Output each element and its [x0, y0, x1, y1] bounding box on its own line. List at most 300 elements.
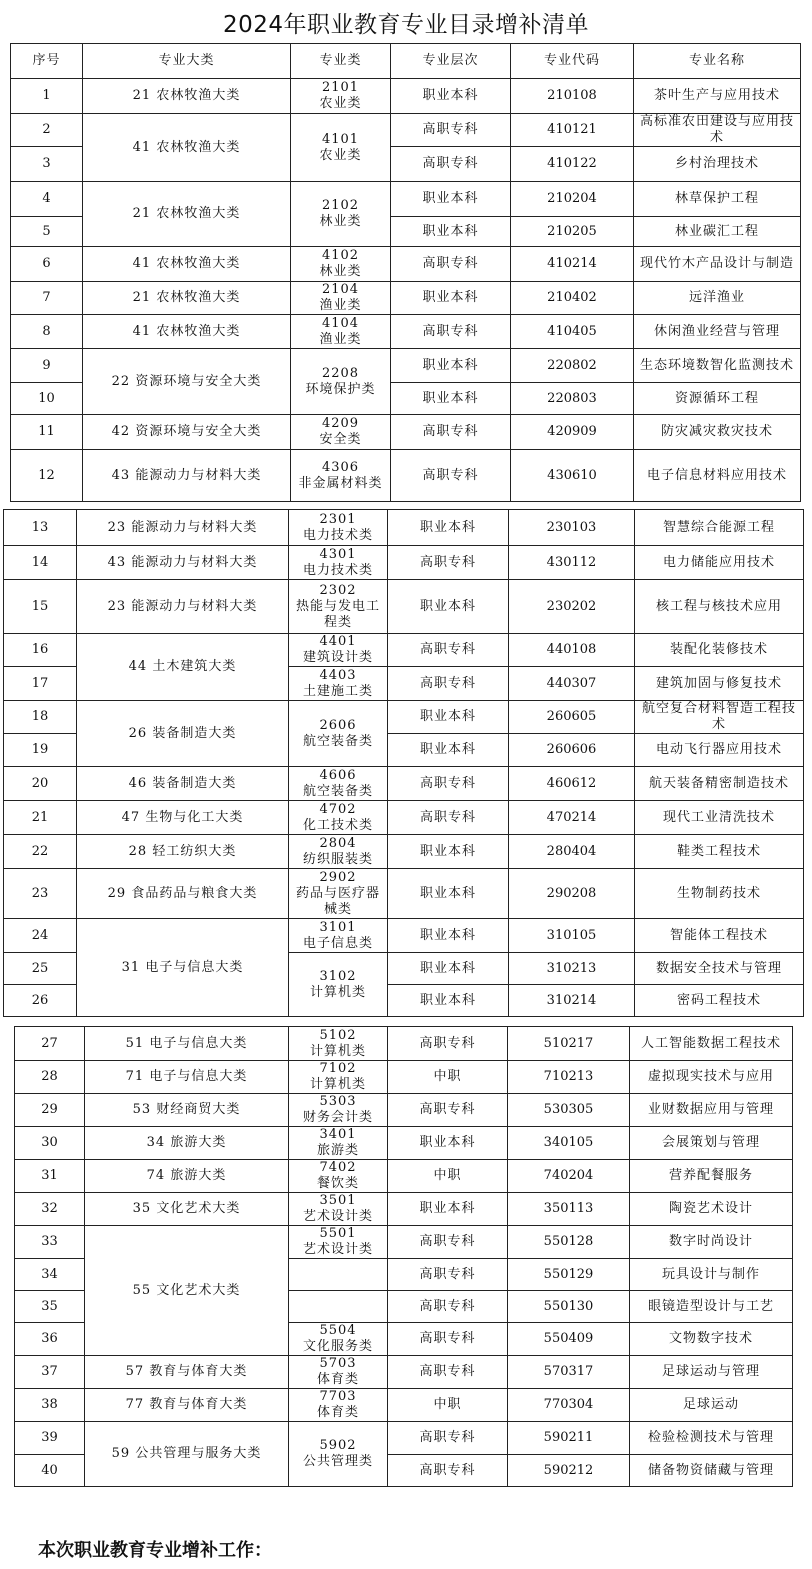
subject-class-code: 5102: [319, 1027, 357, 1043]
program-code-cell: 220803: [511, 383, 634, 415]
program-code-cell: 210108: [511, 79, 634, 114]
subject-class-code: 5902: [319, 1438, 357, 1453]
program-name-cell: 虚拟现实技术与应用: [630, 1061, 793, 1094]
program-name-cell: 足球运动: [630, 1389, 793, 1422]
major-category-cell: 35 文化艺术大类: [85, 1193, 289, 1226]
major-category-cell: 31 电子与信息大类: [77, 919, 289, 1017]
major-category-cell: 42 资源环境与安全大类: [83, 415, 291, 450]
program-name-cell: 高标准农田建设与应用技术: [634, 114, 801, 147]
subject-class-cell: [289, 510, 388, 546]
table-row: [4, 801, 804, 835]
major-category-cell: 23 能源动力与材料大类: [77, 580, 289, 634]
subject-class-cell: [289, 1094, 388, 1127]
program-name-cell: 文物数字技术: [630, 1323, 793, 1356]
program-code-cell: 440108: [509, 634, 635, 667]
row-number: 13: [4, 510, 77, 546]
subject-class-name: 艺术设计类: [302, 1209, 373, 1224]
row-number: 15: [4, 580, 77, 634]
program-code-cell: 590212: [508, 1455, 630, 1487]
row-number: 25: [4, 953, 77, 985]
subject-class-cell: [291, 114, 391, 182]
subject-class-name: 电力技术类: [302, 527, 373, 543]
program-code-cell: 530305: [508, 1094, 630, 1127]
program-code-cell: 410214: [511, 247, 634, 282]
subject-class-code: 2302: [319, 582, 357, 598]
table-row: [11, 114, 801, 147]
subject-class-code: 2208: [321, 365, 360, 381]
subject-class-name: 非金属材料类: [298, 475, 383, 491]
subject-class-code: 4403: [319, 667, 357, 683]
subject-class-cell: [291, 79, 391, 114]
program-level-cell: 高职专科: [391, 315, 511, 349]
major-category-cell: 22 资源环境与安全大类: [83, 349, 291, 415]
subject-class-cell: [289, 767, 388, 801]
subject-class-name: 热能与发电工程类: [295, 598, 380, 630]
program-code-cell: 310105: [509, 919, 635, 953]
program-name-cell: 人工智能数据工程技术: [630, 1027, 793, 1061]
program-level-cell: 职业本科: [388, 734, 509, 767]
program-code-cell: 310213: [509, 953, 635, 985]
program-name-cell: 陶瓷艺术设计: [630, 1193, 793, 1226]
footer-heading: 本次职业教育专业增补工作：: [38, 1540, 272, 1561]
row-number: 37: [15, 1356, 85, 1389]
row-number: 14: [4, 546, 77, 580]
major-category-cell: 51 电子与信息大类: [85, 1027, 289, 1061]
program-name-cell: 核工程与核技术应用: [635, 580, 804, 634]
row-number: 31: [15, 1160, 85, 1193]
major-category-cell: 57 教育与体育大类: [85, 1356, 289, 1389]
program-code-cell: 210205: [511, 217, 634, 247]
catalog-table-part-2: [3, 509, 804, 1017]
subject-class-cell: [289, 1226, 388, 1259]
table-row: [4, 546, 804, 580]
subject-class-code: 2102: [321, 198, 360, 213]
program-level-cell: 中职: [388, 1061, 508, 1094]
table-row: [11, 79, 801, 114]
program-name-cell: 林草保护工程: [634, 182, 801, 217]
table-row: [15, 1127, 793, 1160]
row-number: 6: [11, 247, 83, 282]
subject-class-cell: [289, 1356, 388, 1389]
program-name-cell: 建筑加固与修复技术: [635, 667, 804, 701]
major-category-cell: 21 农林牧渔大类: [83, 182, 291, 247]
program-name-cell: 现代工业清洗技术: [635, 801, 804, 835]
subject-class-code: 2104: [321, 282, 360, 297]
major-category-cell: 28 轻工纺织大类: [77, 835, 289, 869]
row-number: 30: [15, 1127, 85, 1160]
program-level-cell: 职业本科: [388, 953, 509, 985]
table-row: [4, 835, 804, 869]
subject-class-name: 渔业类: [319, 331, 362, 347]
table-row: [11, 247, 801, 282]
subject-class-code: 4101: [321, 131, 360, 147]
row-number: 24: [4, 919, 77, 953]
subject-class-code: 5501: [319, 1226, 357, 1241]
row-number: 10: [11, 383, 83, 415]
row-number: 34: [15, 1259, 85, 1291]
row-number: 19: [4, 734, 77, 767]
program-name-cell: 会展策划与管理: [630, 1127, 793, 1160]
row-number: 35: [15, 1291, 85, 1323]
table-row: [11, 315, 801, 349]
program-code-cell: 230202: [509, 580, 635, 634]
program-level-cell: 高职专科: [391, 147, 511, 182]
program-level-cell: 职业本科: [388, 985, 509, 1017]
table-row: [15, 1160, 793, 1193]
program-code-cell: 290208: [509, 869, 635, 919]
subject-class-name: 药品与医疗器械类: [295, 885, 380, 917]
table-row: [4, 919, 804, 953]
program-name-cell: 数据安全技术与管理: [635, 953, 804, 985]
program-name-cell: 现代竹木产品设计与制造: [634, 247, 801, 282]
program-name-cell: 眼镜造型设计与工艺: [630, 1291, 793, 1323]
subject-class-name: 电子信息类: [302, 935, 373, 951]
program-code-cell: 710213: [508, 1061, 630, 1094]
row-number: 26: [4, 985, 77, 1017]
program-level-cell: 高职专科: [391, 415, 511, 450]
row-number: 22: [4, 835, 77, 869]
subject-class-code: 3101: [319, 919, 357, 935]
program-level-cell: 高职专科: [388, 1455, 508, 1487]
program-name-cell: 生物制药技术: [635, 869, 804, 919]
program-name-cell: 电力储能应用技术: [635, 546, 804, 580]
program-level-cell: 高职专科: [391, 450, 511, 502]
program-name-cell: 营养配餐服务: [630, 1160, 793, 1193]
subject-class-cell: [289, 1422, 388, 1487]
table-row: [4, 701, 804, 734]
table-row: [4, 580, 804, 634]
program-name-cell: 林业碳汇工程: [634, 217, 801, 247]
subject-class-code: 2606: [319, 717, 357, 733]
table-row: [15, 1094, 793, 1127]
subject-class-cell: [291, 247, 391, 282]
table-row: [11, 450, 801, 502]
subject-class-name: 体育类: [316, 1372, 359, 1387]
program-code-cell: 550409: [508, 1323, 630, 1356]
column-header: 序号: [11, 44, 83, 79]
subject-class-cell: [291, 450, 391, 502]
major-category-cell: 74 旅游大类: [85, 1160, 289, 1193]
program-name-cell: 乡村治理技术: [634, 147, 801, 182]
subject-class-name: 纺织服装类: [302, 851, 373, 867]
program-code-cell: 460612: [509, 767, 635, 801]
program-level-cell: 职业本科: [388, 580, 509, 634]
subject-class-cell: [291, 315, 391, 349]
subject-class-cell: [289, 546, 388, 580]
program-name-cell: 电动飞行器应用技术: [635, 734, 804, 767]
table-row: [11, 182, 801, 217]
table-row: [11, 282, 801, 315]
subject-class-code: 4702: [319, 801, 357, 817]
program-code-cell: 260605: [509, 701, 635, 734]
column-header: 专业代码: [511, 44, 634, 79]
row-number: 28: [15, 1061, 85, 1094]
program-level-cell: 职业本科: [388, 1127, 508, 1160]
program-level-cell: 职业本科: [388, 869, 509, 919]
program-level-cell: 职业本科: [388, 510, 509, 546]
row-number: 4: [11, 182, 83, 217]
program-code-cell: 470214: [509, 801, 635, 835]
program-level-cell: 高职专科: [388, 667, 509, 701]
table-row: [15, 1061, 793, 1094]
major-category-cell: 41 农林牧渔大类: [83, 114, 291, 182]
row-number: 18: [4, 701, 77, 734]
subject-class-name: 计算机类: [309, 984, 366, 1000]
subject-class-cell: [289, 919, 388, 953]
row-number: 9: [11, 349, 83, 383]
subject-class-name: 航空装备类: [302, 783, 373, 799]
program-level-cell: 职业本科: [391, 383, 511, 415]
table-row: [4, 767, 804, 801]
program-name-cell: 足球运动与管理: [630, 1356, 793, 1389]
major-category-cell: 47 生物与化工大类: [77, 801, 289, 835]
program-name-cell: 资源循环工程: [634, 383, 801, 415]
table-row: [15, 1226, 793, 1259]
program-level-cell: 高职专科: [388, 801, 509, 835]
subject-class-cell: [289, 1389, 388, 1422]
table-row: [11, 415, 801, 450]
subject-class-cell: [289, 1127, 388, 1160]
program-level-cell: 中职: [388, 1389, 508, 1422]
subject-class-cell: [291, 415, 391, 450]
catalog-table-part-3: [14, 1026, 793, 1487]
row-number: 21: [4, 801, 77, 835]
subject-class-code: 4209: [321, 416, 360, 431]
program-code-cell: 550129: [508, 1259, 630, 1291]
row-number: 32: [15, 1193, 85, 1226]
major-category-cell: 43 能源动力与材料大类: [77, 546, 289, 580]
major-category-cell: 21 农林牧渔大类: [83, 282, 291, 315]
row-number: 2: [11, 114, 83, 147]
row-number: 38: [15, 1389, 85, 1422]
table-row: [15, 1193, 793, 1226]
subject-class-name: 财务会计类: [302, 1110, 373, 1125]
program-code-cell: 210402: [511, 282, 634, 315]
table-row: [11, 349, 801, 383]
program-name-cell: 检验检测技术与管理: [630, 1422, 793, 1455]
program-code-cell: 220802: [511, 349, 634, 383]
row-number: 1: [11, 79, 83, 114]
program-code-cell: 590211: [508, 1422, 630, 1455]
major-category-cell: 53 财经商贸大类: [85, 1094, 289, 1127]
program-level-cell: 中职: [388, 1160, 508, 1193]
subject-class-name: 林业类: [319, 264, 362, 279]
subject-class-cell: [289, 835, 388, 869]
subject-class-name: 安全类: [319, 432, 362, 447]
program-name-cell: 远洋渔业: [634, 282, 801, 315]
major-category-cell: 23 能源动力与材料大类: [77, 510, 289, 546]
major-category-cell: 55 文化艺术大类: [85, 1226, 289, 1356]
subject-class-name: 环境保护类: [305, 381, 376, 397]
program-name-cell: 鞋类工程技术: [635, 835, 804, 869]
program-code-cell: 410121: [511, 114, 634, 147]
table-row: [4, 510, 804, 546]
program-code-cell: 340105: [508, 1127, 630, 1160]
subject-class-name: 航空装备类: [302, 733, 373, 749]
program-code-cell: 410122: [511, 147, 634, 182]
program-level-cell: 职业本科: [391, 182, 511, 217]
program-code-cell: 430610: [511, 450, 634, 502]
major-category-cell: 44 土木建筑大类: [77, 634, 289, 701]
subject-class-code: 3102: [319, 968, 357, 984]
program-name-cell: 智能体工程技术: [635, 919, 804, 953]
program-level-cell: 职业本科: [388, 1193, 508, 1226]
program-name-cell: 智慧综合能源工程: [635, 510, 804, 546]
program-level-cell: 高职专科: [391, 247, 511, 282]
program-code-cell: 740204: [508, 1160, 630, 1193]
program-code-cell: 260606: [509, 734, 635, 767]
program-level-cell: 高职专科: [391, 114, 511, 147]
program-level-cell: 高职专科: [388, 1027, 508, 1061]
subject-class-code: 3401: [319, 1127, 357, 1142]
program-level-cell: 职业本科: [388, 835, 509, 869]
row-number: 40: [15, 1455, 85, 1487]
subject-class-code: 7703: [319, 1389, 357, 1404]
subject-class-code: 5703: [319, 1356, 357, 1371]
subject-class-code: 4306: [321, 459, 360, 475]
program-level-cell: 高职专科: [388, 1291, 508, 1323]
subject-class-cell: [289, 1323, 388, 1356]
table-row: [4, 634, 804, 667]
program-level-cell: 职业本科: [391, 217, 511, 247]
row-number: 3: [11, 147, 83, 182]
program-level-cell: 高职专科: [388, 1323, 508, 1356]
row-number: 39: [15, 1422, 85, 1455]
row-number: 17: [4, 667, 77, 701]
page-title: 2024年职业教育专业目录增补清单: [222, 12, 590, 38]
subject-class-cell: [289, 801, 388, 835]
row-number: 29: [15, 1094, 85, 1127]
table-row: [4, 869, 804, 919]
program-level-cell: 高职专科: [388, 1259, 508, 1291]
column-header: 专业大类: [83, 44, 291, 79]
program-name-cell: 数字时尚设计: [630, 1226, 793, 1259]
major-category-cell: 34 旅游大类: [85, 1127, 289, 1160]
program-code-cell: 570317: [508, 1356, 630, 1389]
subject-class-cell: [289, 1027, 388, 1061]
program-name-cell: 密码工程技术: [635, 985, 804, 1017]
program-name-cell: 业财数据应用与管理: [630, 1094, 793, 1127]
subject-class-name: 电力技术类: [302, 562, 373, 578]
subject-class-code: 7402: [319, 1160, 357, 1175]
subject-class-code: 4102: [321, 248, 360, 263]
catalog-table-part-1: [10, 43, 801, 502]
row-number: 33: [15, 1226, 85, 1259]
subject-class-code: 2301: [319, 511, 357, 527]
row-number: 5: [11, 217, 83, 247]
subject-class-name: 餐饮类: [316, 1176, 359, 1191]
subject-class-code: 5303: [319, 1094, 357, 1109]
program-level-cell: 高职专科: [388, 634, 509, 667]
column-header: 专业名称: [634, 44, 801, 79]
program-level-cell: 高职专科: [388, 546, 509, 580]
program-level-cell: 职业本科: [391, 282, 511, 315]
subject-class-cell: [289, 953, 388, 1017]
subject-class-code: 2101: [321, 80, 360, 95]
subject-class-name: 艺术设计类: [302, 1242, 373, 1257]
table-row: [15, 1422, 793, 1455]
row-number: 11: [11, 415, 83, 450]
header-row: [11, 44, 801, 79]
column-header: 专业类: [291, 44, 391, 79]
program-level-cell: 职业本科: [391, 79, 511, 114]
program-name-cell: 电子信息材料应用技术: [634, 450, 801, 502]
subject-class-cell: [289, 634, 388, 667]
program-code-cell: 350113: [508, 1193, 630, 1226]
program-code-cell: 770304: [508, 1389, 630, 1422]
column-header: 专业层次: [391, 44, 511, 79]
program-name-cell: 储备物资储藏与管理: [630, 1455, 793, 1487]
subject-class-code: 3501: [319, 1193, 357, 1208]
major-category-cell: 77 教育与体育大类: [85, 1389, 289, 1422]
subject-class-name: 土建施工类: [302, 683, 373, 699]
major-category-cell: 59 公共管理与服务大类: [85, 1422, 289, 1487]
subject-class-cell: [291, 349, 391, 415]
row-number: 8: [11, 315, 83, 349]
subject-class-name: 旅游类: [316, 1143, 359, 1158]
program-level-cell: 高职专科: [388, 1356, 508, 1389]
row-number: 20: [4, 767, 77, 801]
program-level-cell: 高职专科: [388, 1422, 508, 1455]
subject-class-name: 林业类: [319, 214, 362, 229]
table-row: [15, 1389, 793, 1422]
program-code-cell: 550128: [508, 1226, 630, 1259]
subject-class-cell: [291, 182, 391, 247]
subject-class-name: 体育类: [316, 1405, 359, 1420]
program-name-cell: 生态环境数智化监测技术: [634, 349, 801, 383]
subject-class-cell: [289, 1160, 388, 1193]
program-name-cell: 航空复合材料智造工程技术: [635, 701, 804, 734]
program-code-cell: 230103: [509, 510, 635, 546]
row-number: 16: [4, 634, 77, 667]
subject-class-name: 计算机类: [309, 1077, 366, 1092]
program-level-cell: 职业本科: [388, 701, 509, 734]
program-code-cell: 440307: [509, 667, 635, 701]
program-name-cell: 装配化装修技术: [635, 634, 804, 667]
program-level-cell: 高职专科: [388, 1226, 508, 1259]
subject-class-code: 4401: [319, 634, 357, 649]
program-level-cell: 职业本科: [388, 919, 509, 953]
subject-class-cell: [289, 869, 388, 919]
program-code-cell: 510217: [508, 1027, 630, 1061]
program-level-cell: 职业本科: [391, 349, 511, 383]
major-category-cell: 26 装备制造大类: [77, 701, 289, 767]
program-code-cell: 410405: [511, 315, 634, 349]
program-code-cell: 430112: [509, 546, 635, 580]
subject-class-name: 农业类: [319, 147, 362, 163]
row-number: 12: [11, 450, 83, 502]
subject-class-name: 建筑设计类: [302, 650, 373, 665]
subject-class-code: 2902: [319, 869, 357, 885]
major-category-cell: 46 装备制造大类: [77, 767, 289, 801]
subject-class-cell: [289, 1193, 388, 1226]
program-code-cell: 550130: [508, 1291, 630, 1323]
program-name-cell: 休闲渔业经营与管理: [634, 315, 801, 349]
program-name-cell: 茶叶生产与应用技术: [634, 79, 801, 114]
subject-class-code: 4301: [319, 546, 357, 562]
program-code-cell: 420909: [511, 415, 634, 450]
major-category-cell: 43 能源动力与材料大类: [83, 450, 291, 502]
program-name-cell: 玩具设计与制作: [630, 1259, 793, 1291]
subject-class-name: 公共管理类: [302, 1454, 373, 1469]
subject-class-code: 4606: [319, 767, 357, 783]
subject-class-code: 2804: [319, 835, 357, 851]
program-name-cell: 航天装备精密制造技术: [635, 767, 804, 801]
major-category-cell: 41 农林牧渔大类: [83, 315, 291, 349]
program-level-cell: 高职专科: [388, 767, 509, 801]
program-code-cell: 280404: [509, 835, 635, 869]
major-category-cell: 21 农林牧渔大类: [83, 79, 291, 114]
